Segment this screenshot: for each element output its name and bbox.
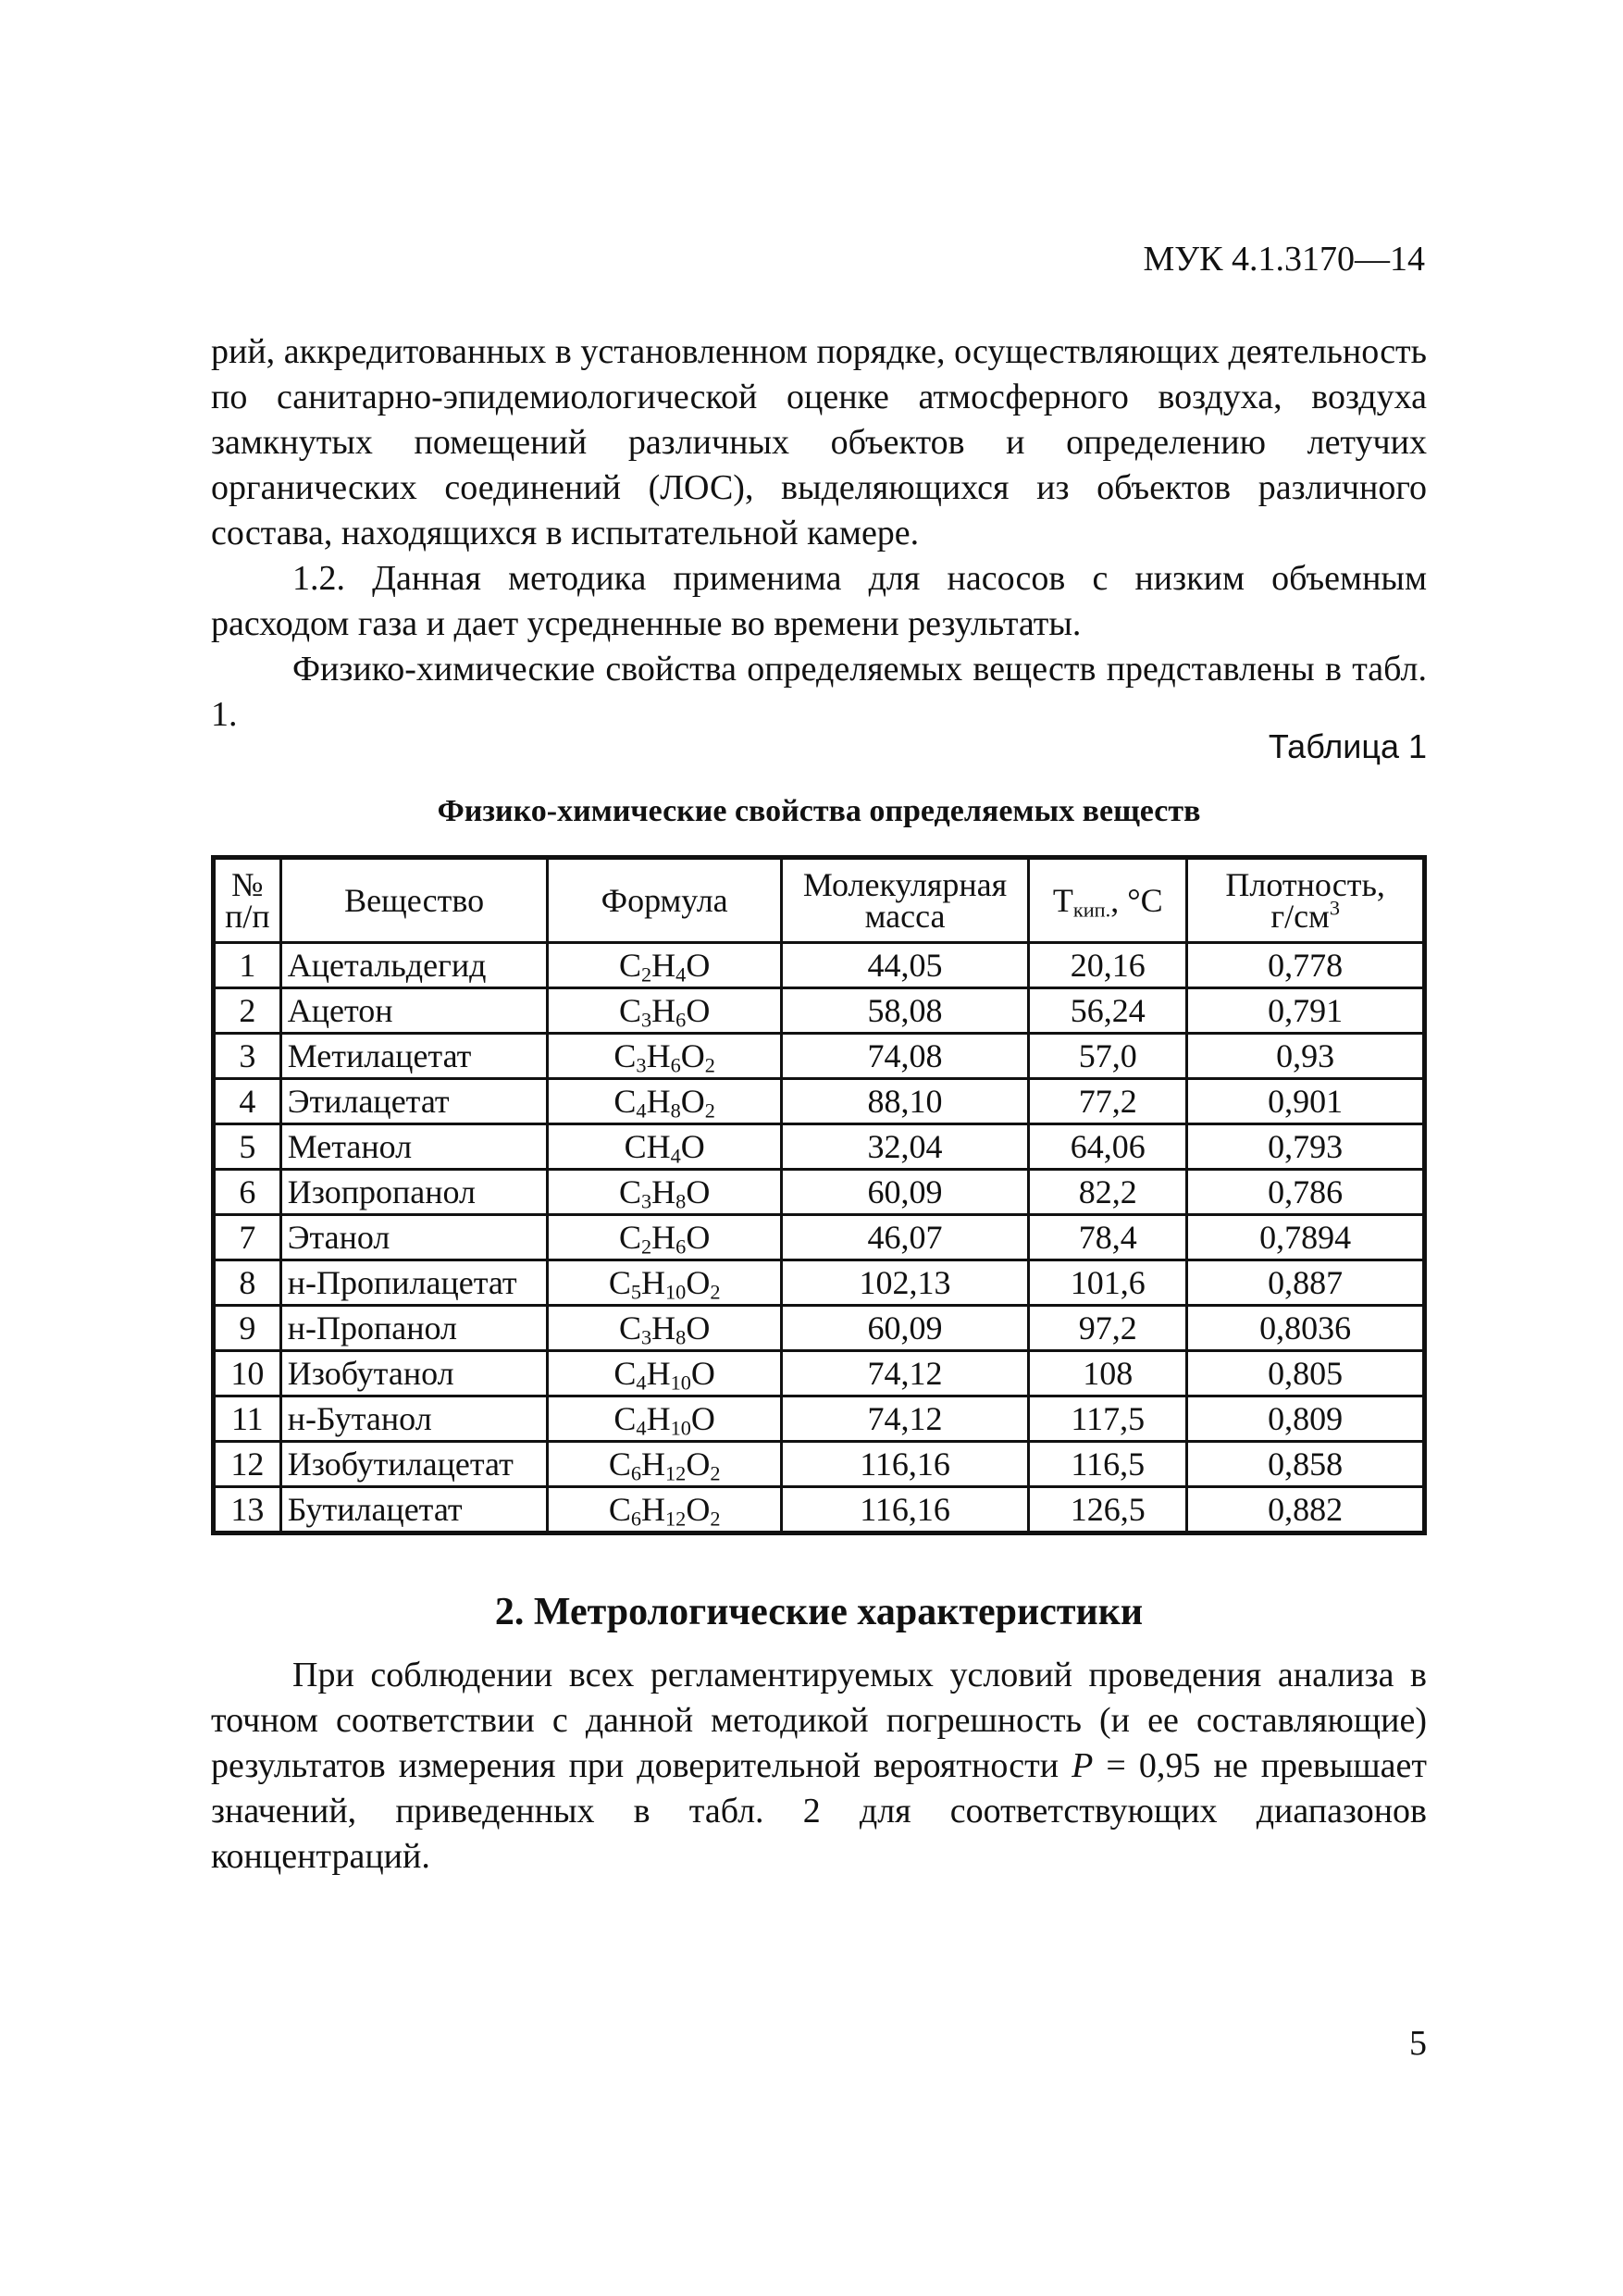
cell-boiling-point: 101,6: [1029, 1260, 1187, 1306]
cell-density: 0,8036: [1187, 1306, 1425, 1351]
cell-number: 1: [214, 943, 281, 988]
cell-molar-mass: 116,16: [781, 1442, 1028, 1487]
cell-number: 10: [214, 1351, 281, 1396]
cell-number: 5: [214, 1124, 281, 1170]
cell-molar-mass: 74,08: [781, 1034, 1028, 1079]
cell-number: 6: [214, 1170, 281, 1215]
table-row: [214, 1124, 1425, 1170]
cell-formula: $C_4H_8O_2$: [548, 1079, 781, 1124]
cell-formula: $C_6H_{12}O_2$: [548, 1442, 781, 1487]
cell-substance: Этанол: [280, 1215, 548, 1260]
cell-molar-mass: 44,05: [781, 943, 1028, 988]
cell-molar-mass: 46,07: [781, 1215, 1028, 1260]
header-density: Плотность, $г/см^3$: [1187, 858, 1425, 943]
table-row: [214, 988, 1425, 1034]
table-row: [214, 1215, 1425, 1260]
cell-boiling-point: 116,5: [1029, 1442, 1187, 1487]
cell-density: 0,901: [1187, 1079, 1425, 1124]
cell-boiling-point: 117,5: [1029, 1396, 1187, 1442]
cell-molar-mass: 74,12: [781, 1351, 1028, 1396]
cell-boiling-point: 82,2: [1029, 1170, 1187, 1215]
cell-formula: $C_4H_{10}O$: [548, 1351, 781, 1396]
cell-formula: $C_5H_{10}O_2$: [548, 1260, 781, 1306]
cell-molar-mass: 116,16: [781, 1487, 1028, 1533]
table-row: [214, 1034, 1425, 1079]
cell-number: 12: [214, 1442, 281, 1487]
cell-number: 2: [214, 988, 281, 1034]
table-header-row: [214, 858, 1425, 943]
paragraph-1-2: 1.2. Данная методика применима для насосов с низким объемным расходом газа и дает усредненные во времени результаты.: [211, 559, 1427, 643]
cell-boiling-point: 108: [1029, 1351, 1187, 1396]
continuation-paragraph: рий, аккредитованных в установленном порядке, осуществляющих деятельность по санитарно-эпидемиологической оценке атмосферного воздуха, воздуха замкнутых помещений различных объектов и определению летучих органических соединений (ЛОС), выделяющихся из объектов различного состава, находящихся в испытательной камере.: [211, 332, 1427, 552]
table-body: [214, 943, 1425, 1533]
header-substance: Вещество: [280, 858, 548, 943]
cell-formula: $C_2H_4O$: [548, 943, 781, 988]
header-boiling-point: $Т_{кип.}$, °С: [1029, 858, 1187, 943]
table-row: [214, 1170, 1425, 1215]
cell-formula: $C_3H_6O$: [548, 988, 781, 1034]
header-formula: Формула: [548, 858, 781, 943]
cell-molar-mass: 58,08: [781, 988, 1028, 1034]
header-number: № п/п: [214, 858, 281, 943]
cell-formula: $C_3H_8O$: [548, 1170, 781, 1215]
cell-density: 0,7894: [1187, 1215, 1425, 1260]
cell-substance: н-Пропанол: [280, 1306, 548, 1351]
cell-boiling-point: 126,5: [1029, 1487, 1187, 1533]
table-row: [214, 1260, 1425, 1306]
cell-formula: $CH_4O$: [548, 1124, 781, 1170]
cell-number: 4: [214, 1079, 281, 1124]
cell-number: 11: [214, 1396, 281, 1442]
cell-density: 0,887: [1187, 1260, 1425, 1306]
cell-substance: Метилацетат: [280, 1034, 548, 1079]
cell-substance: Изобутилацетат: [280, 1442, 548, 1487]
cell-molar-mass: 88,10: [781, 1079, 1028, 1124]
cell-molar-mass: 60,09: [781, 1170, 1028, 1215]
table-row: [214, 943, 1425, 988]
cell-molar-mass: 60,09: [781, 1306, 1028, 1351]
cell-formula: $C_3H_8O$: [548, 1306, 781, 1351]
cell-substance: Метанол: [280, 1124, 548, 1170]
table-title: Физико-химические свойства определяемых веществ: [437, 794, 1201, 828]
cell-boiling-point: 20,16: [1029, 943, 1187, 988]
cell-density: 0,791: [1187, 988, 1425, 1034]
cell-molar-mass: 74,12: [781, 1396, 1028, 1442]
table-row: [214, 1351, 1425, 1396]
cell-formula: $C_2H_6O$: [548, 1215, 781, 1260]
cell-boiling-point: 77,2: [1029, 1079, 1187, 1124]
cell-density: 0,793: [1187, 1124, 1425, 1170]
cell-boiling-point: 57,0: [1029, 1034, 1187, 1079]
cell-formula: $C_4H_{10}O$: [548, 1396, 781, 1442]
cell-density: 0,93: [1187, 1034, 1425, 1079]
table-row: [214, 1487, 1425, 1533]
cell-substance: Изобутанол: [280, 1351, 548, 1396]
cell-number: 8: [214, 1260, 281, 1306]
table-row: [214, 1079, 1425, 1124]
section-2-title: 2. Метрологические характеристики: [494, 1591, 1144, 1633]
table-row: [214, 1442, 1425, 1487]
cell-molar-mass: 32,04: [781, 1124, 1028, 1170]
cell-boiling-point: 78,4: [1029, 1215, 1187, 1260]
cell-substance: Ацетон: [280, 988, 548, 1034]
cell-number: 9: [214, 1306, 281, 1351]
cell-substance: Ацетальдегид: [280, 943, 548, 988]
cell-number: 13: [214, 1487, 281, 1533]
cell-substance: Изопропанол: [280, 1170, 548, 1215]
cell-boiling-point: 56,24: [1029, 988, 1187, 1034]
cell-substance: Этилацетат: [280, 1079, 548, 1124]
document-code-header: МУК 4.1.3170—14: [1143, 240, 1425, 279]
table-row: [214, 1306, 1425, 1351]
cell-density: 0,882: [1187, 1487, 1425, 1533]
page-number: 5: [1409, 2024, 1427, 2063]
cell-substance: н-Пропилацетат: [280, 1260, 548, 1306]
cell-formula: $C_3H_6O_2$: [548, 1034, 781, 1079]
cell-formula: $C_6H_{12}O_2$: [548, 1487, 781, 1533]
paragraph-properties: Физико-химические свойства определяемых веществ представлены в табл. 1.: [211, 650, 1427, 734]
cell-density: 0,858: [1187, 1442, 1425, 1487]
cell-number: 7: [214, 1215, 281, 1260]
cell-substance: Бутилацетат: [280, 1487, 548, 1533]
cell-boiling-point: 97,2: [1029, 1306, 1187, 1351]
cell-density: 0,805: [1187, 1351, 1425, 1396]
table-row: [214, 1396, 1425, 1442]
metrology-paragraph: При соблюдении всех регламентируемых условий проведения анализа в точном соответствии с данной методикой погрешность (и ее составляющие) результатов измерения при доверительной вероятности P = 0,95 не превышает значений, приведенных в табл. 2 для соответствующих диапазонов концентраций.: [211, 1656, 1427, 1876]
cell-substance: н-Бутанол: [280, 1396, 548, 1442]
header-molar-mass: Молекулярная масса: [781, 858, 1028, 943]
table-label: Таблица 1: [1268, 727, 1427, 765]
cell-density: 0,809: [1187, 1396, 1425, 1442]
cell-boiling-point: 64,06: [1029, 1124, 1187, 1170]
section-2-text: [211, 1653, 1427, 1880]
cell-density: 0,778: [1187, 943, 1425, 988]
cell-density: 0,786: [1187, 1170, 1425, 1215]
properties-table: [211, 855, 1427, 1535]
cell-number: 3: [214, 1034, 281, 1079]
cell-molar-mass: 102,13: [781, 1260, 1028, 1306]
intro-text: [211, 329, 1427, 738]
